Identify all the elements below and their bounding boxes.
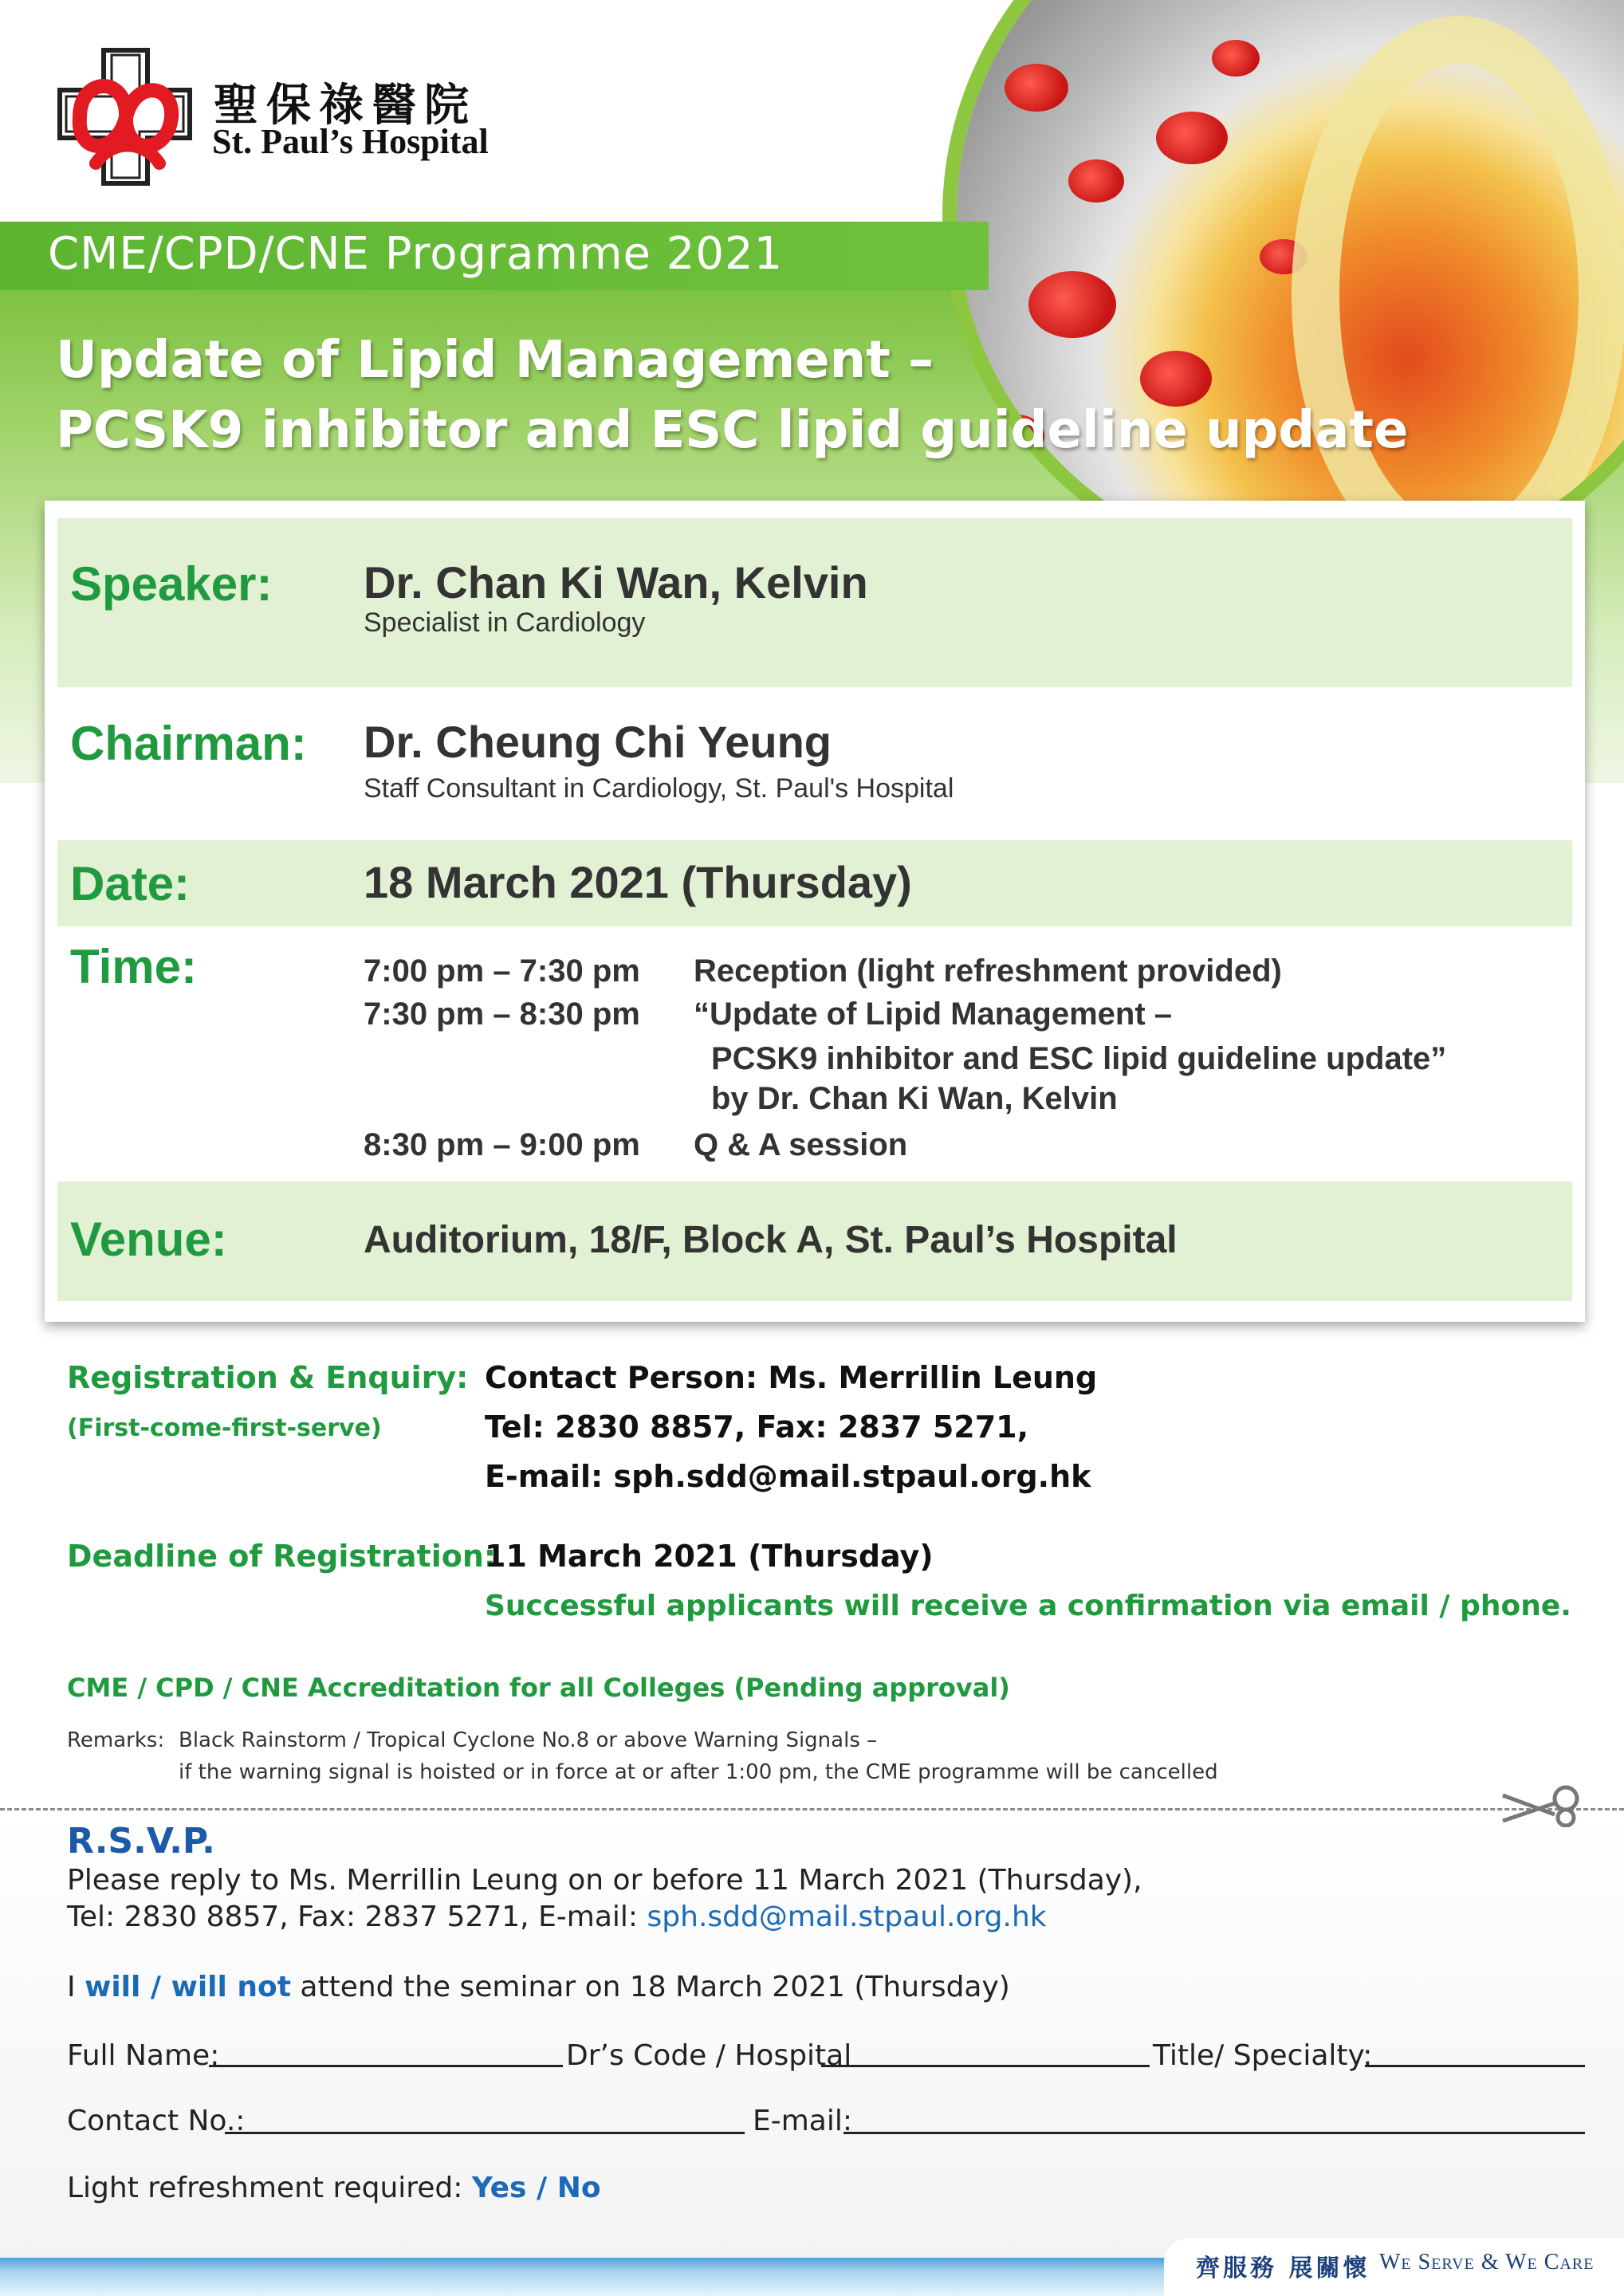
remarks-line2: if the warning signal is hoisted or in force at or after 1:00 pm, the CME programme will be cancelled	[179, 1760, 1218, 1784]
speaker-label: Speaker:	[70, 557, 273, 611]
slogan-english: We Serve & We Care	[1379, 2250, 1595, 2274]
refreshment-question	[67, 2172, 601, 2204]
event-details-card	[45, 501, 1585, 1322]
schedule-desc-2-line3: by Dr. Chan Ki Wan, Kelvin	[711, 1081, 1118, 1116]
registration-sub-label: (First-come-first-serve)	[67, 1414, 382, 1442]
rsvp-instruction-line2	[67, 1901, 1047, 1933]
attendance-prefix: I	[67, 1971, 85, 2003]
contact-email: E-mail: sph.sdd@mail.stpaul.org.hk	[485, 1459, 1091, 1494]
programme-title: CME/CPD/CNE Programme 2021	[48, 228, 784, 280]
venue-label: Venue:	[70, 1213, 227, 1266]
date-label: Date:	[70, 857, 191, 910]
rsvp-instruction-line1: Please reply to Ms. Merrillin Leung on or before 11 March 2021 (Thursday),	[67, 1864, 1142, 1897]
time-label: Time:	[70, 940, 197, 993]
confirmation-note: Successful applicants will receive a confirmation via email / phone.	[485, 1590, 1571, 1622]
full-name-label: Full Name:	[67, 2039, 220, 2072]
rsvp-title: R.S.V.P.	[67, 1821, 215, 1862]
slogan-chinese: 齊服務 展關懷	[1196, 2255, 1370, 2282]
deadline-label: Deadline of Registration:	[67, 1539, 497, 1574]
speaker-name: Dr. Chan Ki Wan, Kelvin	[364, 557, 868, 607]
contact-no-label: Contact No.:	[67, 2105, 246, 2137]
accreditation-note: CME / CPD / CNE Accreditation for all Colleges (Pending approval)	[67, 1673, 1010, 1703]
title-specialty-field[interactable]	[1365, 2065, 1585, 2067]
event-title	[56, 325, 1408, 466]
venue-value: Auditorium, 18/F, Block A, St. Paul’s Hospital	[364, 1219, 1178, 1261]
refreshment-label: Light refreshment required:	[67, 2172, 463, 2204]
schedule-time-1: 7:00 pm – 7:30 pm	[364, 953, 640, 989]
scissors-icon	[1499, 1779, 1587, 1827]
remarks-line1: Black Rainstorm / Tropical Cyclone No.8 or above Warning Signals –	[179, 1728, 878, 1752]
date-value: 18 March 2021 (Thursday)	[364, 857, 912, 907]
full-name-field[interactable]	[209, 2065, 563, 2067]
chairman-label: Chairman:	[70, 717, 307, 770]
event-title-line2: PCSK9 inhibitor and ESC lipid guideline update	[56, 401, 1409, 460]
rsvp-email-link[interactable]: sph.sdd@mail.stpaul.org.hk	[647, 1901, 1047, 1933]
remarks-label: Remarks:	[67, 1728, 165, 1752]
refreshment-yes-option[interactable]: Yes	[471, 2172, 527, 2204]
drs-code-label: Dr’s Code / Hospital	[566, 2039, 852, 2072]
registration-label: Registration & Enquiry:	[67, 1360, 469, 1395]
hospital-logo-icon	[48, 44, 203, 191]
schedule-desc-2-line1: “Update of Lipid Management –	[694, 997, 1173, 1032]
schedule-desc-2-line2: PCSK9 inhibitor and ESC lipid guideline update”	[711, 1041, 1447, 1076]
rsvp-contact-numbers: Tel: 2830 8857, Fax: 2837 5271, E-mail:	[67, 1901, 647, 1933]
attendance-suffix: attend the seminar on 18 March 2021 (Thursday)	[290, 1971, 1010, 2003]
drs-code-field[interactable]	[821, 2065, 1150, 2067]
email-field[interactable]	[843, 2132, 1585, 2134]
contact-person: Contact Person: Ms. Merrillin Leung	[485, 1360, 1098, 1395]
hospital-name-english: St. Paul’s Hospital	[212, 122, 489, 161]
schedule-desc-3: Q & A session	[694, 1127, 908, 1162]
will-attend-option[interactable]: will /	[85, 1971, 162, 2003]
attendance-choice	[67, 1971, 1010, 2003]
deadline-value: 11 March 2021 (Thursday)	[485, 1539, 934, 1574]
will-not-attend-option[interactable]: will not	[161, 1971, 291, 2003]
chairman-name: Dr. Cheung Chi Yeung	[364, 717, 832, 767]
hospital-name-chinese: 聖保祿醫院	[214, 79, 477, 132]
title-specialty-label: Title/ Specialty:	[1153, 2039, 1373, 2072]
chairman-title: Staff Consultant in Cardiology, St. Paul's Hospital	[364, 773, 954, 804]
schedule-time-2: 7:30 pm – 8:30 pm	[364, 997, 640, 1032]
refreshment-separator: /	[526, 2172, 557, 2204]
refreshment-no-option[interactable]: No	[556, 2172, 601, 2204]
contact-tel-fax: Tel: 2830 8857, Fax: 2837 5271,	[485, 1409, 1029, 1445]
event-title-line1: Update of Lipid Management –	[56, 331, 934, 390]
email-label: E-mail:	[753, 2105, 852, 2137]
schedule-time-3: 8:30 pm – 9:00 pm	[364, 1127, 640, 1162]
speaker-title: Specialist in Cardiology	[364, 607, 646, 638]
cut-line	[0, 1808, 1624, 1810]
contact-no-field[interactable]	[225, 2132, 745, 2134]
schedule-desc-1: Reception (light refreshment provided)	[694, 953, 1282, 989]
